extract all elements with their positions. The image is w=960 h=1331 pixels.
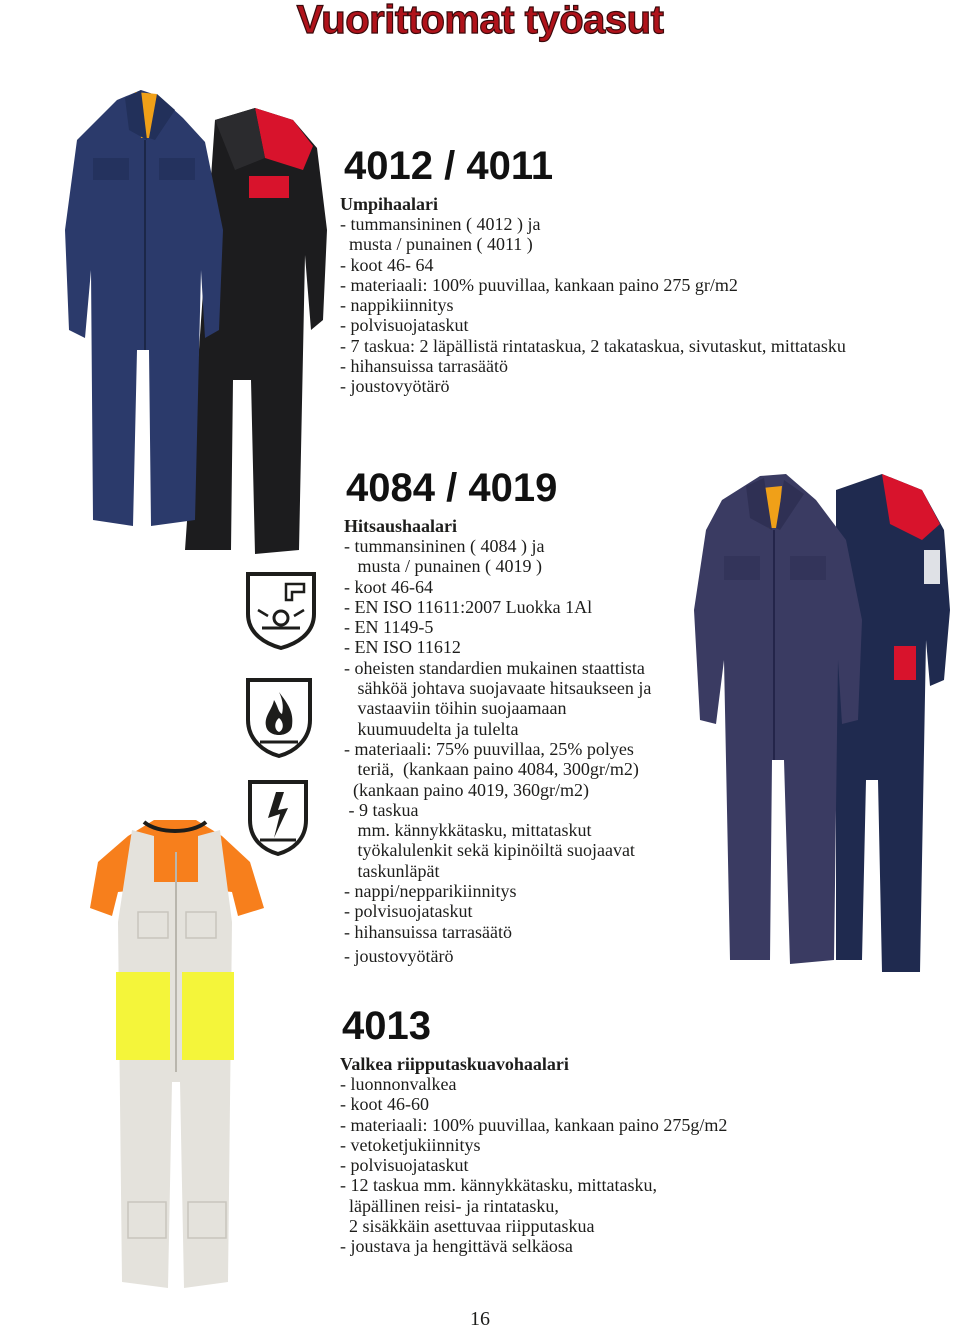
spec-line: taskunläpät [344,860,440,881]
product-code: 4013 [342,1004,431,1048]
product-4012-4011 [340,144,846,397]
spec-line: kuumuudelta ja tulelta [344,718,519,739]
spec-line: - EN ISO 11612 [344,637,461,658]
spec-line: - EN ISO 11611:2007 Luokka 1Al [344,596,593,617]
spec-line: läpällinen reisi- ja rintatasku, [340,1195,559,1216]
flame-shield-icon [244,676,314,758]
spec-line: - 12 taskua mm. kännykkätasku, mittatasku, [340,1175,657,1196]
spec-line: - oheisten standardien mukainen staattista [344,657,645,678]
product-4013 [340,1004,727,1257]
spec-line: - koot 46-64 [344,576,433,597]
spec-line: - 9 taskua [344,799,419,820]
spec-line: - koot 46- 64 [340,254,434,275]
product-4084-4019 [344,466,651,966]
spec-line: työkalulenkit sekä kipinöiltä suojaavat [344,840,635,861]
spec-line: - nappikiinnitys [340,295,454,316]
spec-line: - vetoketjukiinnitys [340,1134,481,1155]
coverall-4012-4011-photo [55,80,345,570]
spec-line: musta / punainen ( 4019 ) [344,556,542,577]
spec-line: - materiaali: 100% puuvillaa, kankaan paino 275 gr/m2 [340,274,738,295]
bib-overall-4013-photo [88,812,268,1290]
product-name: Hitsaushaalari [344,516,458,536]
product-code: 4012 / 4011 [344,144,554,188]
spec-line: - joustovyötärö [344,945,454,966]
spec-line: - polvisuojataskut [344,901,473,922]
navy-red-welding-coverall [836,474,950,972]
spec-line: - 7 taskua: 2 läpällistä rintataskua, 2 takataskua, sivutaskut, mittatasku [340,335,846,356]
welding-shield-icon [244,570,318,650]
spec-line: - tummansininen ( 4084 ) ja [344,536,545,556]
spec-line: - nappi/nepparikiinnitys [344,881,517,902]
spec-line: - joustovyötärö [340,376,450,397]
spec-line: - luonnonvalkea [340,1074,457,1094]
spec-line: - hihansuissa tarrasäätö [344,921,512,942]
spec-line: - polvisuojataskut [340,315,469,336]
spec-line: teriä, (kankaan paino 4084, 300gr/m2) [344,759,639,780]
page-number: 16 [470,1308,490,1330]
spec-line: (kankaan paino 4019, 360gr/m2) [344,779,589,800]
spec-line: mm. kännykkätasku, mittataskut [344,820,592,841]
page-title: Vuorittomat työasut [296,0,664,42]
spec-line: - materiaali: 100% puuvillaa, kankaan paino 275g/m2 [340,1114,728,1135]
spec-line: musta / punainen ( 4011 ) [340,234,533,255]
spec-line: - tummansininen ( 4012 ) ja [340,214,541,234]
spec-line: - materiaali: 75% puuvillaa, 25% polyes [344,738,634,759]
spec-line: vastaaviin töihin suojaamaan [344,698,567,719]
spec-line: sähköä johtava suojavaate hitsaukseen ja [344,678,652,699]
product-name: Umpihaalari [340,194,439,214]
spec-line: - koot 46-60 [340,1094,429,1115]
spec-line: - EN 1149-5 [344,617,434,638]
spec-line: - joustava ja hengittävä selkäosa [340,1236,573,1257]
product-code: 4084 / 4019 [346,466,558,510]
spec-line: - hihansuissa tarrasäätö [340,356,508,377]
coverall-4084-4019-photo [686,460,956,980]
product-name: Valkea riipputaskuavohaalari [340,1054,569,1074]
spec-line: 2 sisäkkäin asettuvaa riipputaskua [340,1216,595,1237]
spec-line: - polvisuojataskut [340,1155,469,1176]
